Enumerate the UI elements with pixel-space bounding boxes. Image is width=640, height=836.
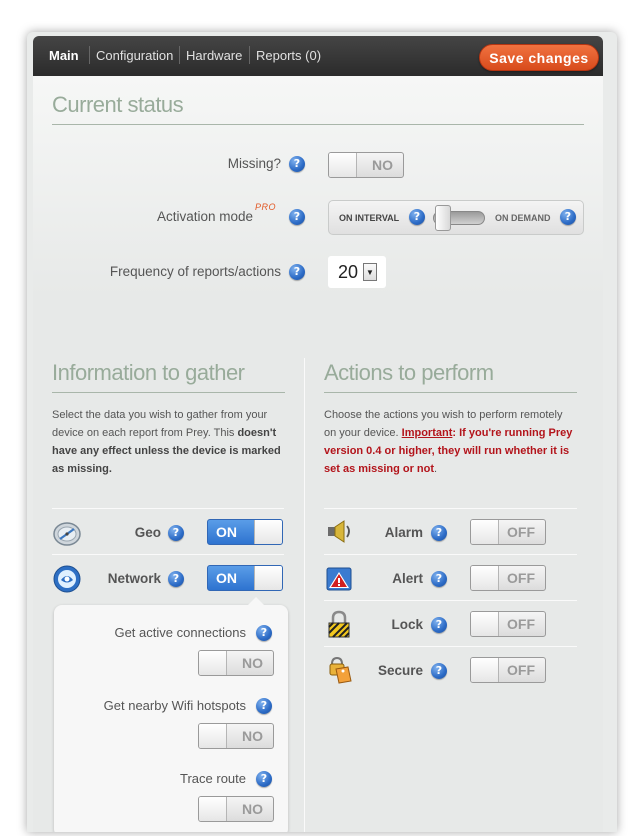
tab-reports[interactable]: Reports (0) [256,48,322,63]
padlock-icon [324,609,354,639]
frequency-value: 20 [338,262,359,282]
actions-warning-text: : If you're running Prey version 0.4 or higher, they will run whether it is set as missing or not [324,427,573,475]
alert-toggle-value: OFF [507,570,535,586]
activation-mode-label: Activation mode [156,209,253,224]
geo-toggle-value: ON [216,524,237,540]
row-divider [324,554,577,555]
alarm-label: Alarm [384,525,423,540]
row-divider [52,554,284,555]
lock-toggle[interactable] [470,611,546,637]
actions-description [324,406,574,478]
active-connections-help-icon[interactable]: ? [256,625,272,641]
active-connections-toggle[interactable] [198,650,274,676]
geo-help-icon[interactable]: ? [168,525,184,541]
toggle-knob [329,153,357,177]
secure-label: Secure [377,663,423,678]
actions-desc-text: Choose the actions you wish to perform remotely on your device. [324,409,563,439]
network-globe-icon [52,564,82,594]
network-options-panel [54,605,288,832]
toggle-knob [199,797,227,821]
missing-help-icon[interactable]: ? [289,156,305,172]
toggle-knob [471,658,499,682]
row-divider [52,508,284,509]
geo-label: Geo [134,525,161,540]
secure-toggle-value: OFF [507,662,535,678]
tab-divider [179,46,180,64]
activation-mode-selector [328,200,584,235]
tab-configuration[interactable]: Configuration [96,48,174,63]
network-help-icon[interactable]: ? [168,571,184,587]
prey-settings-window [27,32,617,832]
gather-desc-bold: doesn't have any effect unless the device is marked as missing. [52,427,281,475]
actions-to-perform-title: Actions to perform [324,360,577,393]
active-connections-label: Get active connections [114,625,246,640]
trace-route-label: Trace route [180,771,246,786]
speaker-icon [324,516,354,546]
actions-desc-end: . [434,463,438,475]
row-divider [324,646,577,647]
on-demand-option[interactable]: ON DEMAND [495,213,551,223]
alert-toggle[interactable] [470,565,546,591]
trace-route-value: NO [242,801,263,817]
secure-help-icon[interactable]: ? [431,663,447,679]
tab-main[interactable]: Main [49,48,79,63]
alarm-help-icon[interactable]: ? [431,525,447,541]
current-status-title: Current status [52,92,584,125]
alarm-toggle[interactable] [470,519,546,545]
lock-toggle-value: OFF [507,616,535,632]
top-nav-bar [33,36,603,76]
alert-label: Alert [392,571,423,586]
column-divider [304,358,305,832]
secure-tag-icon [324,655,354,685]
on-interval-help-icon[interactable]: ? [409,209,425,225]
alarm-toggle-value: OFF [507,524,535,540]
save-changes-button[interactable]: Save changes [479,44,599,71]
on-interval-option[interactable]: ON INTERVAL [339,213,400,223]
warning-window-icon [324,563,354,593]
pro-badge: PRO [255,202,277,212]
wifi-hotspots-label: Get nearby Wifi hotspots [103,698,246,713]
row-divider [324,600,577,601]
main-content [33,76,603,832]
missing-toggle[interactable] [328,152,404,178]
toggle-knob [471,520,499,544]
toggle-knob [471,566,499,590]
information-to-gather-title: Information to gather [52,360,285,393]
toggle-knob [199,724,227,748]
important-label: Important [401,427,453,439]
activation-help-icon[interactable]: ? [289,209,305,225]
wifi-hotspots-value: NO [242,728,263,744]
toggle-knob [254,566,282,590]
network-toggle[interactable] [207,565,283,591]
missing-label: Missing? [227,156,281,171]
trace-route-toggle[interactable] [198,796,274,822]
wifi-hotspots-toggle[interactable] [198,723,274,749]
frequency-help-icon[interactable]: ? [289,264,305,280]
on-demand-help-icon[interactable]: ? [560,209,576,225]
toggle-knob [254,520,282,544]
network-label: Network [107,571,161,586]
missing-toggle-value: NO [372,157,393,173]
gather-desc-text: Select the data you wish to gather from your device on each report from Prey. This [52,409,268,439]
lock-label: Lock [391,617,423,632]
row-divider [324,508,577,509]
tab-divider [89,46,90,64]
alert-help-icon[interactable]: ? [431,571,447,587]
chevron-down-icon[interactable]: ▼ [363,263,377,281]
trace-route-help-icon[interactable]: ? [256,771,272,787]
secure-toggle[interactable] [470,657,546,683]
wifi-hotspots-help-icon[interactable]: ? [256,698,272,714]
tab-hardware[interactable]: Hardware [186,48,243,63]
frequency-label: Frequency of reports/actions [109,264,281,279]
gather-description [52,406,288,478]
geo-toggle[interactable] [207,519,283,545]
active-connections-value: NO [242,655,263,671]
network-toggle-value: ON [216,570,237,586]
frequency-select[interactable] [328,256,386,288]
toggle-knob [471,612,499,636]
toggle-knob [199,651,227,675]
compass-icon [52,519,82,549]
tab-divider [249,46,250,64]
activation-slider-handle[interactable] [435,205,451,231]
lock-help-icon[interactable]: ? [431,617,447,633]
